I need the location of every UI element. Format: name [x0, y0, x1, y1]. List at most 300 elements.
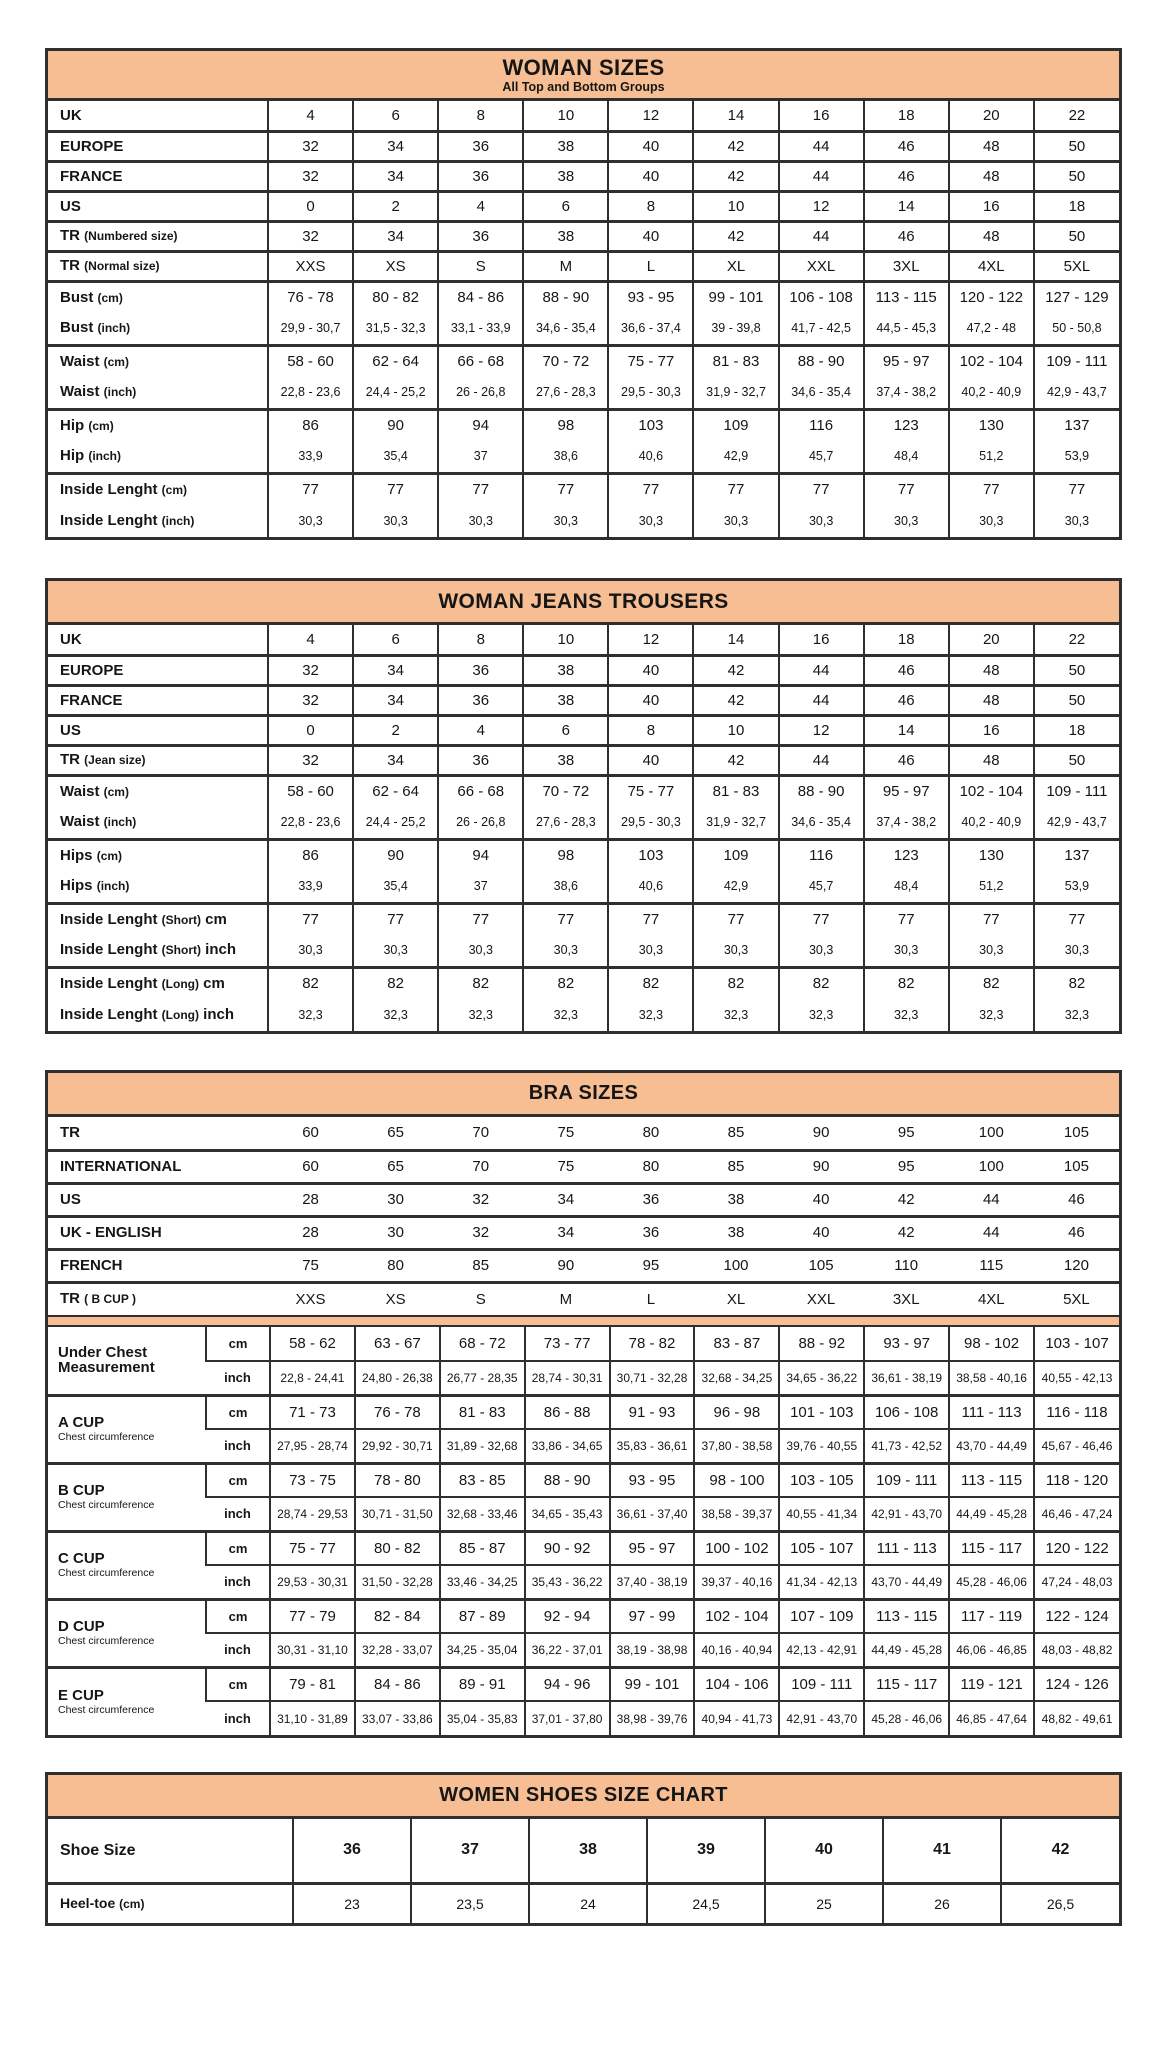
cell-value: 77: [608, 473, 693, 505]
table-row: [48, 345, 1119, 377]
cell-value: 109: [693, 409, 778, 441]
table-row: [48, 807, 1119, 839]
cell-value: 95: [897, 1124, 915, 1142]
cell-value: 32,3: [693, 999, 778, 1031]
table-row: [48, 1361, 1119, 1395]
cell-value: 34: [353, 745, 438, 775]
table-row: [48, 441, 1119, 473]
cell-value: M: [559, 1290, 573, 1308]
cell-value: 38,6: [523, 441, 608, 473]
cell-value: 115: [979, 1257, 1004, 1274]
cell-value: 88 - 90: [779, 775, 864, 807]
cell-value: 109 - 111: [779, 1667, 864, 1701]
table-row: [48, 903, 1119, 935]
cell-value: 40: [608, 161, 693, 191]
row-label: US: [60, 197, 81, 215]
cell-value: 26,5: [1001, 1883, 1119, 1923]
cell-value: 123: [864, 409, 949, 441]
cell-value: XXL: [806, 1290, 836, 1308]
cell-value: 120 - 122: [1034, 1531, 1119, 1565]
cell-value: 6: [353, 101, 438, 131]
row-group: [48, 473, 1119, 537]
cell-value: 70: [472, 1124, 490, 1142]
cell-value: 32,3: [608, 999, 693, 1031]
cell-value: 22,8 - 23,6: [268, 377, 353, 409]
cell-value: 111 - 113: [864, 1531, 949, 1565]
row-label: TR (Jean size): [60, 751, 146, 768]
cell-value: 40: [608, 131, 693, 161]
cell-value: 4: [438, 715, 523, 745]
table-row: [48, 1249, 1119, 1282]
cell-value: 37,40 - 38,19: [610, 1565, 695, 1599]
cell-value: 42,91 - 43,70: [864, 1497, 949, 1531]
cell-value: 30,71 - 31,50: [355, 1497, 440, 1531]
cell-value: 30,3: [1034, 935, 1119, 967]
woman-jeans-header: [48, 581, 1119, 625]
row-label: EUROPE: [60, 137, 124, 155]
cell-value: 35,43 - 36,22: [525, 1565, 610, 1599]
cell-value: 39,37 - 40,16: [694, 1565, 779, 1599]
cell-value: 30,3: [438, 505, 523, 537]
cell-value: 77: [523, 473, 608, 505]
cell-value: 115 - 117: [949, 1531, 1034, 1565]
row-label: Inside Lenght (Short) cm: [60, 910, 227, 928]
cell-value: XL: [693, 251, 778, 281]
row-group: [48, 1883, 1119, 1923]
cell-value: 42: [693, 745, 778, 775]
cell-value: 119 - 121: [949, 1667, 1034, 1701]
row-group: [48, 161, 1119, 191]
cell-value: 93 - 97: [864, 1327, 949, 1361]
cell-value: 37,01 - 37,80: [525, 1701, 610, 1735]
cell-value: 80 - 82: [353, 281, 438, 313]
cell-value: 77: [438, 473, 523, 505]
cell-value: 40,2 - 40,9: [949, 377, 1034, 409]
cell-value: 38,19 - 38,98: [610, 1633, 695, 1667]
cell-value: 88 - 90: [523, 281, 608, 313]
cup-label: Under Chest Measurement: [58, 1344, 155, 1377]
cell-value: 76 - 78: [268, 281, 353, 313]
cell-value: 3XL: [864, 251, 949, 281]
cell-value: 22: [1034, 101, 1119, 131]
cell-value: 32,3: [523, 999, 608, 1031]
cell-value: 81 - 83: [693, 775, 778, 807]
cell-value: 84 - 86: [438, 281, 523, 313]
cell-value: 90: [812, 1124, 830, 1142]
cell-value: 34: [353, 221, 438, 251]
cell-value: 24,5: [647, 1883, 765, 1923]
cell-value: 35,83 - 36,61: [610, 1429, 695, 1463]
cell-value: 14: [693, 625, 778, 655]
cell-value: 33,46 - 34,25: [440, 1565, 525, 1599]
cell-value: 32: [268, 161, 353, 191]
cell-value: 83 - 85: [440, 1463, 525, 1497]
cell-value: 29,53 - 30,31: [270, 1565, 355, 1599]
cell-value: 58 - 60: [268, 775, 353, 807]
row-group: [48, 1183, 1119, 1216]
cell-value: 26,77 - 28,35: [440, 1361, 525, 1395]
cell-value: 77: [608, 903, 693, 935]
cell-value: 31,5 - 32,3: [353, 313, 438, 345]
cell-value: 118 - 120: [1034, 1463, 1119, 1497]
cell-value: 103 - 105: [779, 1463, 864, 1497]
cell-value: 34: [353, 655, 438, 685]
cell-value: 30,3: [438, 935, 523, 967]
cell-value: 30,3: [864, 505, 949, 537]
cell-value: 40,6: [608, 871, 693, 903]
cell-value: 40,94 - 41,73: [694, 1701, 779, 1735]
cell-value: 30,3: [523, 505, 608, 537]
table-row: [48, 935, 1119, 967]
cell-value: 29,9 - 30,7: [268, 313, 353, 345]
cell-value: 14: [864, 715, 949, 745]
cell-value: 34: [353, 685, 438, 715]
cell-value: 46: [864, 221, 949, 251]
cell-value: 82: [779, 967, 864, 999]
cell-value: 44: [779, 161, 864, 191]
cell-value: 2: [353, 715, 438, 745]
cell-value: 47,2 - 48: [949, 313, 1034, 345]
cell-value: 40,2 - 40,9: [949, 807, 1034, 839]
cell-value: 39 - 39,8: [693, 313, 778, 345]
cell-value: 84 - 86: [355, 1667, 440, 1701]
row-label: Hips (inch): [60, 877, 130, 895]
cell-value: 44,49 - 45,28: [949, 1497, 1034, 1531]
cell-value: 78 - 80: [355, 1463, 440, 1497]
cell-value: 77 - 79: [270, 1599, 355, 1633]
cell-value: 75 - 77: [608, 775, 693, 807]
cell-value: 38: [523, 221, 608, 251]
cell-value: 48: [949, 131, 1034, 161]
cup-group: [48, 1667, 1119, 1735]
row-label: EUROPE: [60, 661, 124, 679]
cell-value: 39: [647, 1819, 765, 1883]
cell-value: 22,8 - 23,6: [268, 807, 353, 839]
cup-label: C CUP Chest circumference: [58, 1550, 155, 1579]
cell-value: 34: [353, 131, 438, 161]
cell-value: 46,46 - 47,24: [1034, 1497, 1119, 1531]
table-row: [48, 1531, 1119, 1565]
cell-value: 44: [779, 745, 864, 775]
cell-value: 77: [353, 473, 438, 505]
cell-value: 86: [268, 839, 353, 871]
cell-value: 5XL: [1063, 1290, 1090, 1308]
row-label: Hip (inch): [60, 447, 122, 465]
cell-value: 41: [883, 1819, 1001, 1883]
cell-value: 42,9: [693, 871, 778, 903]
cell-value: 77: [864, 473, 949, 505]
row-label: TR ( B CUP ): [60, 1290, 136, 1308]
cell-value: 30,3: [268, 935, 353, 967]
cell-value: 46,85 - 47,64: [949, 1701, 1034, 1735]
cell-value: 31,10 - 31,89: [270, 1701, 355, 1735]
cell-value: 36: [438, 221, 523, 251]
cell-value: 32: [268, 131, 353, 161]
cell-value: 8: [438, 625, 523, 655]
cell-value: 46: [864, 131, 949, 161]
woman-jeans-grid: [48, 625, 1119, 1031]
cell-value: 38: [523, 131, 608, 161]
table-row: [48, 191, 1119, 221]
cell-value: 6: [353, 625, 438, 655]
row-group: [48, 839, 1119, 903]
cell-value: 51,2: [949, 871, 1034, 903]
row-label: Bust (cm): [60, 288, 123, 306]
cell-value: 82: [523, 967, 608, 999]
row-label: FRENCH: [60, 1257, 123, 1274]
cell-value: 46: [864, 161, 949, 191]
cell-value: 30: [387, 1224, 404, 1241]
cell-value: 50: [1034, 131, 1119, 161]
cell-value: 38: [523, 655, 608, 685]
table-row: [48, 775, 1119, 807]
cell-value: 50: [1034, 161, 1119, 191]
cell-value: 0: [268, 715, 353, 745]
row-group: [48, 345, 1119, 409]
cell-value: S: [438, 251, 523, 281]
table-row: [48, 655, 1119, 685]
cell-value: 80: [642, 1158, 660, 1175]
cell-value: 94: [438, 409, 523, 441]
table-row: [48, 1429, 1119, 1463]
unit-label: cm: [206, 1667, 270, 1701]
row-group: [48, 775, 1119, 839]
cell-value: 47,24 - 48,03: [1034, 1565, 1119, 1599]
cell-value: 32,3: [779, 999, 864, 1031]
cell-value: 34,6 - 35,4: [523, 313, 608, 345]
row-label: FRANCE: [60, 691, 123, 709]
cell-value: 115 - 117: [864, 1667, 949, 1701]
cell-value: 90 - 92: [525, 1531, 610, 1565]
cell-value: 28,74 - 29,53: [270, 1497, 355, 1531]
cell-value: 104 - 106: [694, 1667, 779, 1701]
cell-value: 38: [727, 1224, 745, 1241]
cell-value: 29,5 - 30,3: [608, 377, 693, 409]
cell-value: 45,67 - 46,46: [1034, 1429, 1119, 1463]
cell-value: 30,3: [608, 505, 693, 537]
cell-value: 44,5 - 45,3: [864, 313, 949, 345]
cell-value: 80 - 82: [355, 1531, 440, 1565]
cell-value: 50: [1034, 685, 1119, 715]
cup-label: A CUP Chest circumference: [58, 1414, 155, 1443]
table-row: [48, 101, 1119, 131]
cell-value: XXS: [268, 251, 353, 281]
table-row: [48, 1701, 1119, 1735]
cell-value: 77: [779, 473, 864, 505]
table-row: [48, 1117, 1119, 1150]
row-group: [48, 101, 1119, 131]
cell-value: 82: [864, 967, 949, 999]
cell-value: 41,7 - 42,5: [779, 313, 864, 345]
cell-value: 16: [949, 715, 1034, 745]
row-label: UK: [60, 630, 82, 648]
cell-value: 75: [557, 1158, 575, 1175]
cell-value: 130: [949, 839, 1034, 871]
cell-value: 18: [1034, 715, 1119, 745]
cell-value: 100: [978, 1124, 1004, 1142]
cell-value: 34,65 - 36,22: [779, 1361, 864, 1395]
cell-value: 103: [608, 839, 693, 871]
row-label: TR (Numbered size): [60, 227, 178, 244]
woman-sizes-title: WOMAN SIZES: [502, 55, 665, 80]
table-row: [48, 1819, 1119, 1883]
cell-value: 35,04 - 35,83: [440, 1701, 525, 1735]
cell-value: 105: [1063, 1158, 1089, 1175]
cell-value: 62 - 64: [353, 345, 438, 377]
unit-label: inch: [206, 1361, 270, 1395]
row-label: Inside Lenght (Long) cm: [60, 974, 225, 992]
cell-value: 90: [812, 1158, 830, 1175]
cell-value: 82: [438, 967, 523, 999]
cell-value: 77: [1034, 473, 1119, 505]
cell-value: 35,4: [353, 441, 438, 473]
cell-value: 48,03 - 48,82: [1034, 1633, 1119, 1667]
cell-value: 32: [268, 685, 353, 715]
cell-value: 77: [523, 903, 608, 935]
row-label: UK - ENGLISH: [60, 1224, 162, 1241]
cell-value: 48: [949, 745, 1034, 775]
table-row: [48, 1883, 1119, 1923]
cell-value: 42,13 - 42,91: [779, 1633, 864, 1667]
cell-value: 30,3: [693, 935, 778, 967]
cell-value: 30,3: [353, 505, 438, 537]
cell-value: 31,50 - 32,28: [355, 1565, 440, 1599]
cell-value: 96 - 98: [694, 1395, 779, 1429]
cell-value: 30,3: [779, 935, 864, 967]
cell-value: 36,61 - 37,40: [610, 1497, 695, 1531]
cup-label: D CUP Chest circumference: [58, 1618, 155, 1647]
cell-value: 70 - 72: [523, 775, 608, 807]
table-row: [48, 839, 1119, 871]
bra-sizes-header: [48, 1073, 1119, 1117]
cell-value: 48: [949, 655, 1034, 685]
cell-value: 32,28 - 33,07: [355, 1633, 440, 1667]
cup-group: [48, 1463, 1119, 1531]
cell-value: 36: [438, 161, 523, 191]
cell-value: 102 - 104: [694, 1599, 779, 1633]
cell-value: 10: [523, 625, 608, 655]
women-shoes-header: [48, 1775, 1119, 1819]
cell-value: 38,58 - 40,16: [949, 1361, 1034, 1395]
row-label: TR: [60, 1124, 80, 1142]
cell-value: 43,70 - 44,49: [949, 1429, 1034, 1463]
row-group: [48, 1216, 1119, 1249]
table-row: [48, 871, 1119, 903]
cell-value: 82: [693, 967, 778, 999]
woman-jeans-title: WOMAN JEANS TROUSERS: [438, 589, 729, 613]
cell-value: 113 - 115: [949, 1463, 1034, 1497]
cell-value: 29,92 - 30,71: [355, 1429, 440, 1463]
cell-value: 45,7: [779, 871, 864, 903]
cell-value: 71 - 73: [270, 1395, 355, 1429]
cell-value: 85 - 87: [440, 1531, 525, 1565]
cell-value: 35,4: [353, 871, 438, 903]
cup-group: [48, 1327, 1119, 1395]
cell-value: 91 - 93: [610, 1395, 695, 1429]
cell-value: 106 - 108: [864, 1395, 949, 1429]
cell-value: 40: [608, 745, 693, 775]
table-row: [48, 625, 1119, 655]
cell-value: 6: [523, 715, 608, 745]
cell-value: 27,95 - 28,74: [270, 1429, 355, 1463]
table-row: [48, 999, 1119, 1031]
cell-value: 42: [693, 161, 778, 191]
cell-value: 43,70 - 44,49: [864, 1565, 949, 1599]
cell-value: 42,91 - 43,70: [779, 1701, 864, 1735]
cell-value: 50: [1034, 745, 1119, 775]
cell-value: 100: [723, 1257, 749, 1274]
unit-label: cm: [206, 1599, 270, 1633]
cell-value: 28: [302, 1191, 319, 1208]
cell-value: 30,3: [523, 935, 608, 967]
table-row: [48, 473, 1119, 505]
cell-value: 82: [949, 967, 1034, 999]
cell-value: 30,3: [608, 935, 693, 967]
cell-value: 39,76 - 40,55: [779, 1429, 864, 1463]
cell-value: 46,06 - 46,85: [949, 1633, 1034, 1667]
cup-group: [48, 1599, 1119, 1667]
cell-value: 116: [779, 409, 864, 441]
cell-value: 94 - 96: [525, 1667, 610, 1701]
cell-value: 26 - 26,8: [438, 807, 523, 839]
cell-value: 38: [529, 1819, 647, 1883]
cell-value: 48,4: [864, 871, 949, 903]
cell-value: 70 - 72: [523, 345, 608, 377]
cell-value: 32: [472, 1224, 490, 1241]
woman-sizes-table: [45, 48, 1122, 540]
row-group: [48, 131, 1119, 161]
cell-value: 32,3: [1034, 999, 1119, 1031]
table-row: [48, 745, 1119, 775]
cell-value: 32,3: [353, 999, 438, 1031]
cell-value: 30: [387, 1191, 404, 1208]
row-label: INTERNATIONAL: [60, 1158, 182, 1175]
cell-value: 32,3: [438, 999, 523, 1031]
cell-value: 32: [472, 1191, 490, 1208]
cell-value: 36: [438, 745, 523, 775]
table-row: [48, 377, 1119, 409]
cell-value: 34: [353, 161, 438, 191]
cell-value: 24,4 - 25,2: [353, 377, 438, 409]
cell-value: 37: [411, 1819, 529, 1883]
cell-value: 40,6: [608, 441, 693, 473]
cell-value: 16: [949, 191, 1034, 221]
cell-value: 18: [864, 625, 949, 655]
cell-value: 42: [897, 1224, 915, 1241]
row-label: TR (Normal size): [60, 257, 160, 274]
cell-value: 90: [353, 409, 438, 441]
cell-value: 93 - 95: [610, 1463, 695, 1497]
table-row: [48, 221, 1119, 251]
table-row: [48, 1327, 1119, 1361]
cell-value: 109 - 111: [864, 1463, 949, 1497]
cell-value: 117 - 119: [949, 1599, 1034, 1633]
cell-value: 127 - 129: [1034, 281, 1119, 313]
cell-value: 42: [897, 1191, 915, 1208]
unit-label: inch: [206, 1701, 270, 1735]
cell-value: 14: [864, 191, 949, 221]
cell-value: 34,6 - 35,4: [779, 807, 864, 839]
cell-value: 26 - 26,8: [438, 377, 523, 409]
cell-value: 20: [949, 101, 1034, 131]
table-row: [48, 505, 1119, 537]
cell-value: 44: [982, 1224, 1000, 1241]
row-label: Hips (cm): [60, 846, 123, 864]
cell-value: 99 - 101: [610, 1667, 695, 1701]
table-row: [48, 1183, 1119, 1216]
cell-value: 28: [302, 1224, 319, 1241]
cell-value: 81 - 83: [693, 345, 778, 377]
